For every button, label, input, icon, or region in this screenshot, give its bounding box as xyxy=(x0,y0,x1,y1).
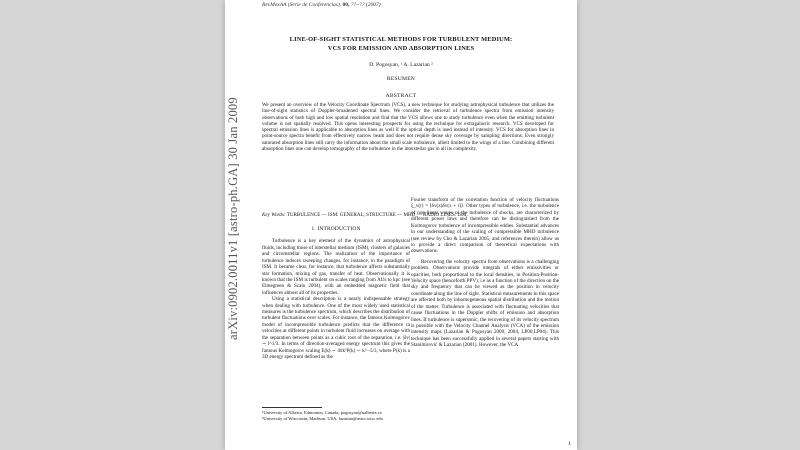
journal-volume: 00, xyxy=(342,2,350,8)
paper-page xyxy=(225,0,577,450)
intro-paragraph-continued: Fourier transform of the correlation function of velocity fluctuations ξ_v(r) = ⟨δv(x)δv(x + r)⟩. Other types of turbulence, i.e. the turbulence of non-linear waves or the turbulence of shocks, are characterized by different power laws and therefore can be distinguished from the Kolmogorov turbulence of incompressible eddies. Substantial advances in our understanding of the scaling of compressible MHD turbulence (see review by Cho & Lazarian 2005, and references therein) allow us to provide a direct comparison of theoretical expectations with observations. xyxy=(411,197,559,255)
title-line-1: LINE-OF-SIGHT STATISTICAL METHODS FOR TURBULENT MEDIUM: xyxy=(289,36,513,43)
intro-paragraph-2: Using a statistical description is a nearly indispensable strategy when dealing with turbulence. One of the most widely used statistical measures is the turbulence spectrum, which describes the distribution of turbulent fluctuations over scales. For instance, the famous Kolmogorov model of incompressible turbulence predicts that the difference in velocities at different points in turbulent fluid increases on average with the separation between points as a cubic root of the separation, i.e. |δv| ∼ l^1/3. In terms of direction-averaged energy spectrum this gives the famous Kolmogorov scaling E(k) ∼ 4πk²P(k) ∼ k^−5/3, where P(k) is a 3D energy spectrum defined as the xyxy=(262,296,410,361)
keywords-text: TURBULENCE — ISM: GENERAL, STRUCTURE — MHD — RADIO LINES: ISM. xyxy=(286,212,468,218)
journal-name: RevMexAA (Serie de Conferencias), xyxy=(262,2,342,8)
right-column xyxy=(411,197,559,349)
intro-paragraph-3: Recovering the velocity spectra from observations is a challenging problem. Observations provide integrals of either emissivities or opacities, both proportional to the local densities, in Position-Position-Velocity space (henceforth PPV), i.e as a function of the direction on the sky and frequency that can be viewed as the position in velocity coordinate along the line of sight. Statistical measurements in this space are affected both by inhomogeneous spatial distribution and the motion of the matter. Turbulence is associated with fluctuating velocities that cause fluctuations in the Doppler shifts of emission and absorption lines. If turbulence is supersonic, the recovering of its velocity spectrum is possible with the Velocity Channel Analysis (VCA) of the emission intensity maps (Lazarian & Pogosyan 2000, 2004, LP00,LP04). This technique has been successfully applied in several papers starting with Stanimirović & Lazarian (2001). However, the VCA xyxy=(411,258,559,349)
footnotes xyxy=(262,410,410,421)
abstract-heading: ABSTRACT xyxy=(385,93,417,99)
left-column xyxy=(262,226,410,360)
footnote-1: ¹University of Alberta, Edmonton, Canada, pogosyan@ualberta.ca xyxy=(262,410,382,415)
arxiv-stamp: arXiv:0902.0011v1 [astro-ph.GA] 30 Jan 2009 xyxy=(226,97,240,340)
paper-title xyxy=(225,35,577,53)
keywords-label: Key Words: xyxy=(262,212,286,218)
running-header xyxy=(262,2,381,8)
footnote-2: ²University of Wisconsin, Madison, USA, lazarian@astro.wisc.edu xyxy=(262,415,383,421)
resumen-heading: RESUMEN xyxy=(386,76,416,82)
intro-paragraph-1: Turbulence is a key element of the dynamics of astrophysical fluids, including those of interstellar medium (ISM), clusters of galaxies and circumstellar regions. The realization of the importance of turbulence induces sweeping changes, for instance, in the paradigm of ISM. It became clear, for instance, that turbulence affects substantially star formation, mixing of gas, transfer of heat. Observationally it is known that the ISM is turbulent on scales ranging from AUs to kpc (see Elmegreen & Scalo 2004), with an embedded magnetic field that influences almost all of its properties. xyxy=(262,238,410,296)
abstract-text: We present an overview of the Velocity Coordinate Spectrum (VCS), a new technique for studying astrophysical turbulence that utilizes the line-of-sight statistics of Doppler-broadened spectral lines. We consider the retrieval of turbulence spectra from emission intensity observations of both high and low spatial resolution and find that the VCS allows one to study turbulence even when the emitting turbulent volume is not spatially resolved. This opens interesting prospects for using the technique for extragalactic research. VCS developed for spectral emission lines is applicable to absorption lines as well if the optical depth is used instead of intensity. VCS for absorption lines in point-source spectra benefit from effectively narrow beam and does not require dense sky coverage by sampling directions. Even strongly saturated absorption lines still carry the information about the small scale turbulence, albeit limited to the wings of a line. Combining different absorption lines one can develop tomography of the turbulence in the interstellar gas in all its complexity. xyxy=(262,102,554,152)
title-line-2: VCS FOR EMISSION AND ABSORPTION LINES xyxy=(327,45,475,52)
section-heading: 1. INTRODUCTION xyxy=(311,226,361,232)
footnote-divider xyxy=(262,407,322,408)
author-list: D. Pogosyan, ¹ A. Lazarian ² xyxy=(369,62,433,68)
journal-pages: ??–?? (2007) xyxy=(350,2,381,8)
page-number: 1 xyxy=(568,441,571,447)
